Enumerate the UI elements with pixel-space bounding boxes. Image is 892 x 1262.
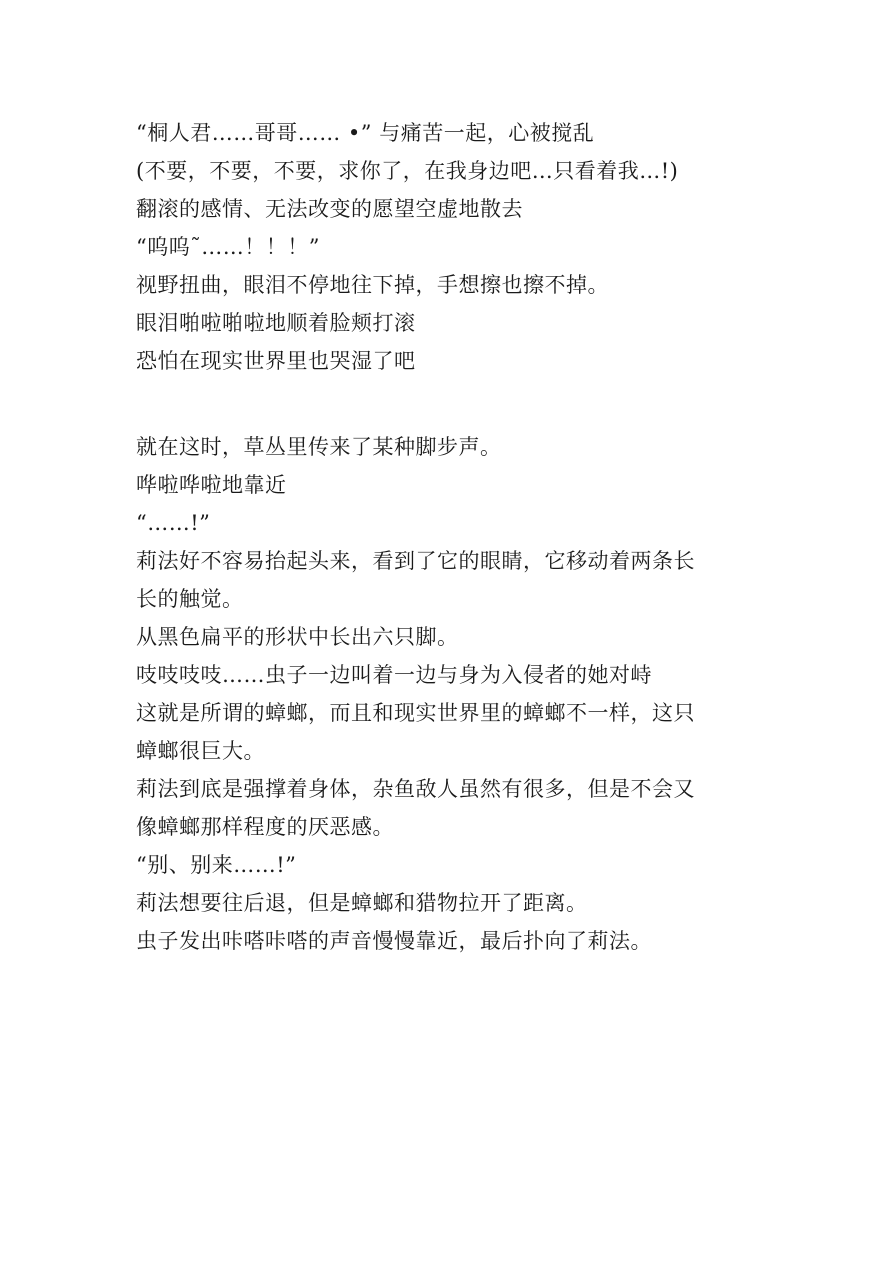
text-line: 像蟑螂那样程度的厌恶感。: [136, 815, 394, 839]
story-text: [136, 114, 776, 960]
text-line: 吱吱吱吱……虫子一边叫着一边与身为入侵者的她对峙: [136, 663, 652, 687]
text-line: (不要，不要，不要，求你了，在我身边吧…只看着我…!): [136, 159, 679, 183]
text-line: “呜呜˜……！！！”: [136, 235, 320, 259]
text-line: 就在这时，草丛里传来了某种脚步声。: [136, 435, 502, 459]
paragraph-gap: [136, 380, 776, 428]
text-line: 恐怕在现实世界里也哭湿了吧: [136, 349, 416, 373]
text-line: 蟑螂很巨大。: [136, 739, 265, 763]
text-line: 莉法想要往后退，但是蟑螂和猎物拉开了距离。: [136, 891, 588, 915]
text-line: “别、别来……!”: [136, 853, 297, 877]
text-line: 视野扭曲，眼泪不停地往下掉，手想擦也擦不掉。: [136, 273, 609, 297]
text-line: 莉法好不容易抬起头来，看到了它的眼睛，它移动着两条长: [136, 549, 695, 573]
text-line: “……!”: [136, 511, 211, 535]
text-line: 这就是所谓的蟑螂，而且和现实世界里的蟑螂不一样，这只: [136, 701, 695, 725]
text-line: 从黑色扁平的形状中长出六只脚。: [136, 625, 459, 649]
text-line: 哗啦哗啦地靠近: [136, 473, 287, 497]
text-line: 翻滚的感情、无法改变的愿望空虚地散去: [136, 197, 523, 221]
text-line: 长的触觉。: [136, 587, 244, 611]
text-line: 莉法到底是强撑着身体，杂鱼敌人虽然有很多，但是不会又: [136, 777, 695, 801]
text-line: “桐人君……哥哥…… •” 与痛苦一起，心被搅乱: [136, 121, 595, 145]
text-line: 眼泪啪啦啪啦地顺着脸颊打滚: [136, 311, 416, 335]
text-line: 虫子发出咔嗒咔嗒的声音慢慢靠近，最后扑向了莉法。: [136, 929, 652, 953]
